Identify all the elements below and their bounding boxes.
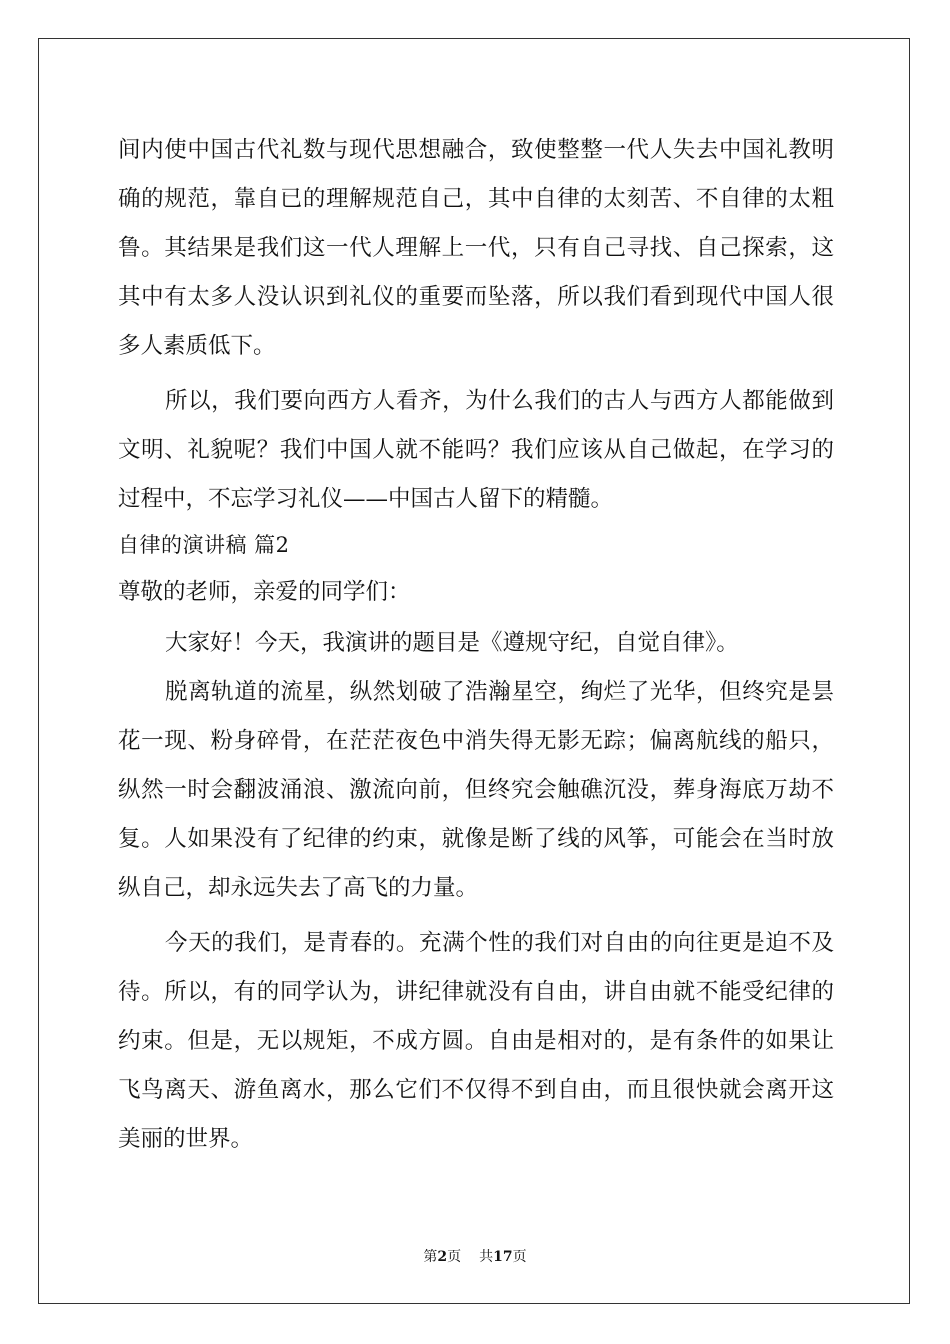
total-suffix: 页 — [512, 1249, 527, 1265]
paragraph-conclusion: 所以，我们要向西方人看齐，为什么我们的古人与西方人都能做到文明、礼貌呢？我们中国人就不能吗？我们应该从自己做起，在学习的过程中，不忘学习礼仪——中国古人留下的精髓。 — [118, 388, 834, 512]
opening-line: 大家好！今天，我演讲的题目是《遵规守纪，自觉自律》。 — [165, 630, 739, 656]
section-title: 自律的演讲稿 篇2 — [118, 533, 290, 557]
page-current: 2 — [437, 1249, 448, 1265]
total-prefix: 共 — [479, 1249, 494, 1265]
paragraph-meteor: 脱离轨道的流星，纵然划破了浩瀚星空，绚烂了光华，但终究是昙花一现、粉身碎骨，在茫茫夜色中消失得无影无踪；偏离航线的船只，纵然一时会翻波涌浪、激流向前，但终究会触礁沉没，葬身海底万劫不复。人如果没有了纪律的约束，就像是断了线的风筝，可能会在当时放纵自己，却永远失去了高飞的力量。 — [118, 679, 834, 901]
page-footer — [0, 1246, 950, 1266]
paragraph-freedom: 今天的我们，是青春的。充满个性的我们对自由的向往更是迫不及待。所以，有的同学认为，讲纪律就没有自由，讲自由就不能受纪律的约束。但是，无以规矩，不成方圆。自由是相对的，是有条件的如果让飞鸟离天、游鱼离水，那么它们不仅得不到自由，而且很快就会离开这美丽的世界。 — [118, 930, 834, 1152]
paragraph-continuation: 间内使中国古代礼数与现代思想融合，致使整整一代人失去中国礼教明确的规范，靠自已的理解规范自己，其中自律的太刻苦、不自律的太粗鲁。其结果是我们这一代人理解上一代，只有自己寻找、自己探索，这其中有太多人没认识到礼仪的重要而坠落，所以我们看到现代中国人很多人素质低下。 — [118, 137, 834, 359]
page-suffix: 页 — [447, 1249, 462, 1265]
document-body — [118, 126, 834, 1164]
salutation: 尊敬的老师，亲爱的同学们： — [118, 579, 411, 605]
page-prefix: 第 — [423, 1249, 438, 1265]
page-total: 17 — [493, 1249, 513, 1265]
